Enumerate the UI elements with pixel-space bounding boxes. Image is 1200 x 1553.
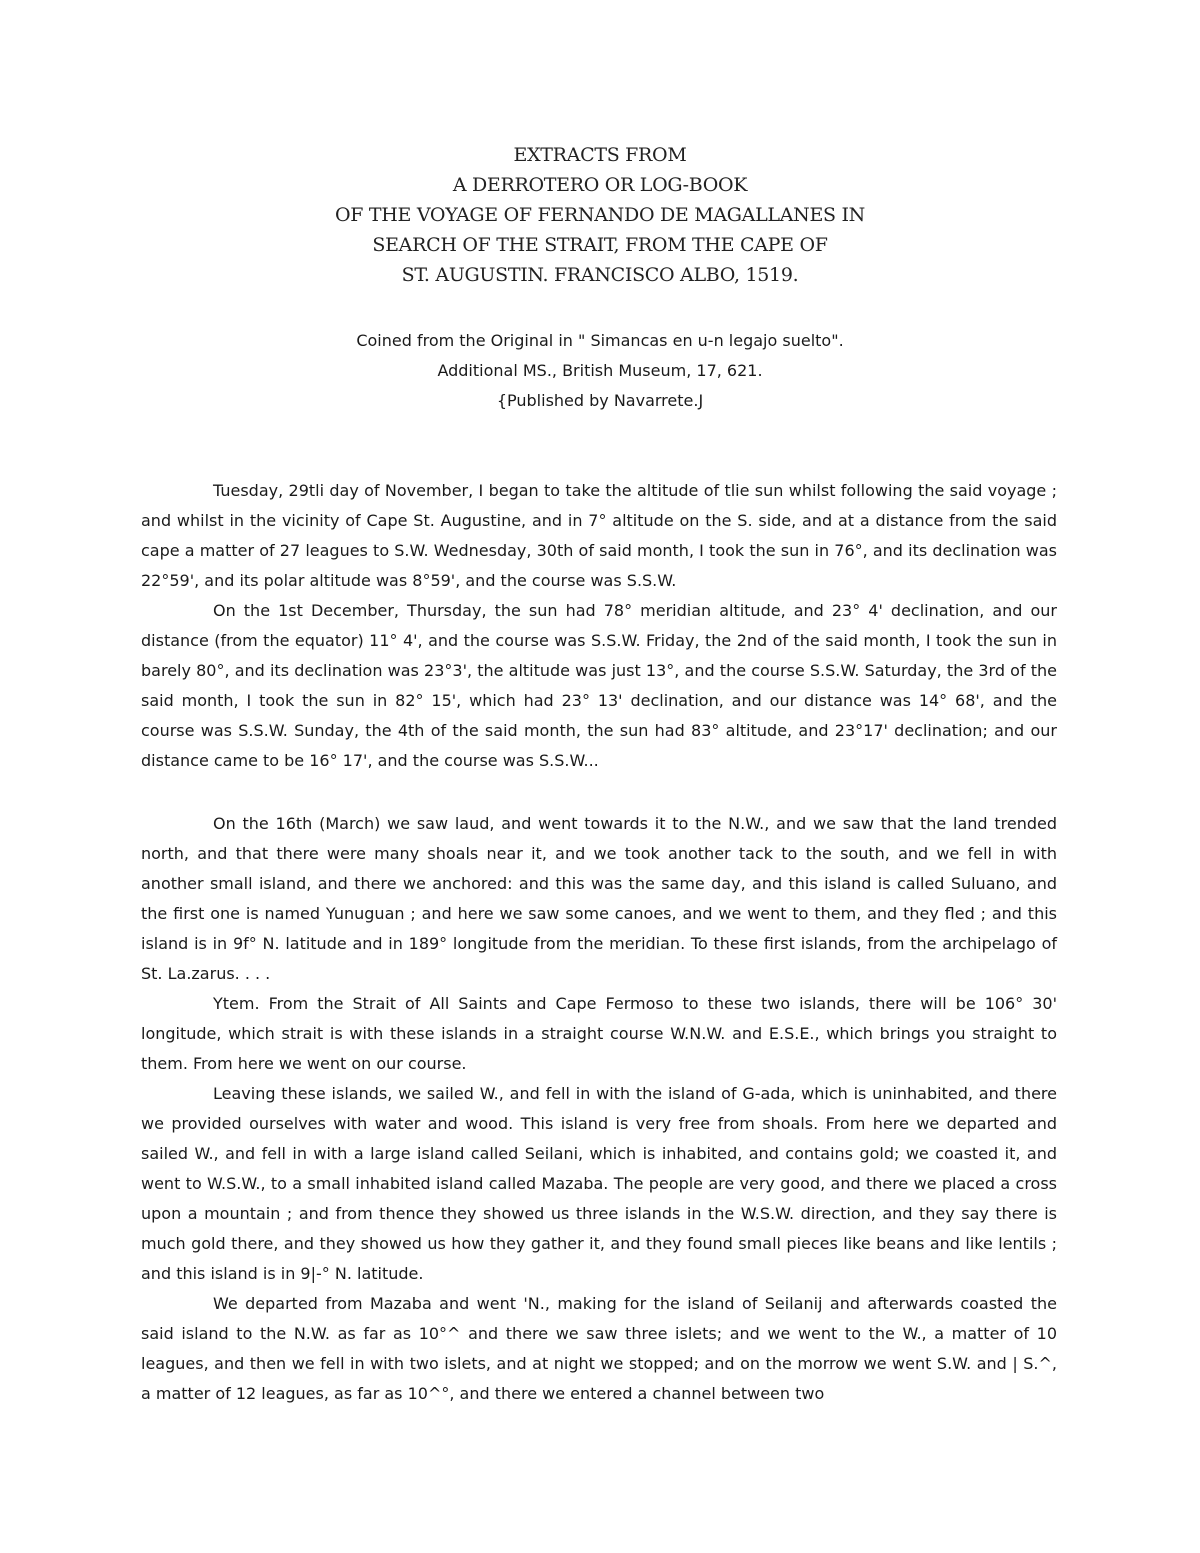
log-section-december — [141, 476, 1057, 776]
source-line: {Published by Navarrete.J — [496, 391, 704, 410]
title-line: EXTRACTS FROM — [513, 144, 687, 166]
paragraph: Ytem. From the Strait of All Saints and Cape Fermoso to these two islands, there will be 106° 30' longitude, which strait is with these islands in a straight course W.N.W. and E.S.E., which brings you straight to them. From here we went on our course. — [141, 994, 1057, 1073]
title-line: ST. AUGUSTIN. FRANCISCO ALBO, 1519. — [401, 264, 799, 286]
paragraph: On the 16th (March) we saw laud, and went towards it to the N.W., and we saw that the land trended north, and that there were many shoals near it, and we took another tack to the south, and we fell in with another small island, and there we anchored: and this was the same day, and this island is called Suluano, and the first one is named Yunuguan ; and here we saw some canoes, and we went to them, and they fled ; and this island is in 9f° N. latitude and in 189° longitude from the meridian. To these first islands, from the archipelago of St. La.zarus. . . . — [141, 814, 1057, 983]
title-line: A DERROTERO OR LOG-BOOK — [452, 174, 748, 196]
source-line: Additional MS., British Museum, 17, 621. — [437, 361, 763, 380]
source-line: Coined from the Original in " Simancas en u-n legajo suelto". — [356, 331, 844, 350]
paragraph: Leaving these islands, we sailed W., and fell in with the island of G-ada, which is uninhabited, and there we provided ourselves with water and wood. This island is very free from shoals. From here we departed and sailed W., and fell in with a large island called Seilani, which is inhabited, and contains gold; we coasted it, and went to W.S.W., to a small inhabited island called Mazaba. The people are very good, and there we placed a cross upon a mountain ; and from thence they showed us three islands in the W.S.W. direction, and they say there is much gold there, and they showed us how they gather it, and they found small pieces like beans and like lentils ; and this island is in 9|-° N. latitude. — [141, 1084, 1057, 1283]
source-note — [0, 326, 1200, 416]
paragraph: On the 1st December, Thursday, the sun had 78° meridian altitude, and 23° 4' declination, and our distance (from the equator) 11° 4', and the course was S.S.W. Friday, the 2nd of the said month, I took the sun in barely 80°, and its declination was 23°3', the altitude was just 13°, and the course S.S.W. Saturday, the 3rd of the said month, I took the sun in 82° 15', which had 23° 13' declination, and our distance was 14° 68', and the course was S.S.W. Sunday, the 4th of the said month, the sun had 83° altitude, and 23°17' declination; and our distance came to be 16° 17', and the course was S.S.W... — [141, 601, 1057, 770]
title-line: SEARCH OF THE STRAIT, FROM THE CAPE OF — [372, 234, 828, 256]
paragraph: Tuesday, 29tli day of November, I began to take the altitude of tlie sun whilst following the said voyage ; and whilst in the vicinity of Cape St. Augustine, and in 7° altitude on the S. side, and at a distance from the said cape a matter of 27 leagues to S.W. Wednesday, 30th of said month, I took the sun in 76°, and its declination was 22°59', and its polar altitude was 8°59', and the course was S.S.W. — [141, 481, 1057, 590]
title-line: OF THE VOYAGE OF FERNANDO DE MAGALLANES IN — [334, 204, 866, 226]
document-title — [0, 140, 1200, 290]
paragraph: We departed from Mazaba and went 'N., making for the island of Seilanij and afterwards coasted the said island to the N.W. as far as 10°^ and there we saw three islets; and we went to the W., a matter of 10 leagues, and then we fell in with two islets, and at night we stopped; and on the morrow we went S.W. and | S.^, a matter of 12 leagues, as far as 10^°, and there we entered a channel between two — [141, 1294, 1057, 1403]
log-section-march — [141, 809, 1057, 1409]
